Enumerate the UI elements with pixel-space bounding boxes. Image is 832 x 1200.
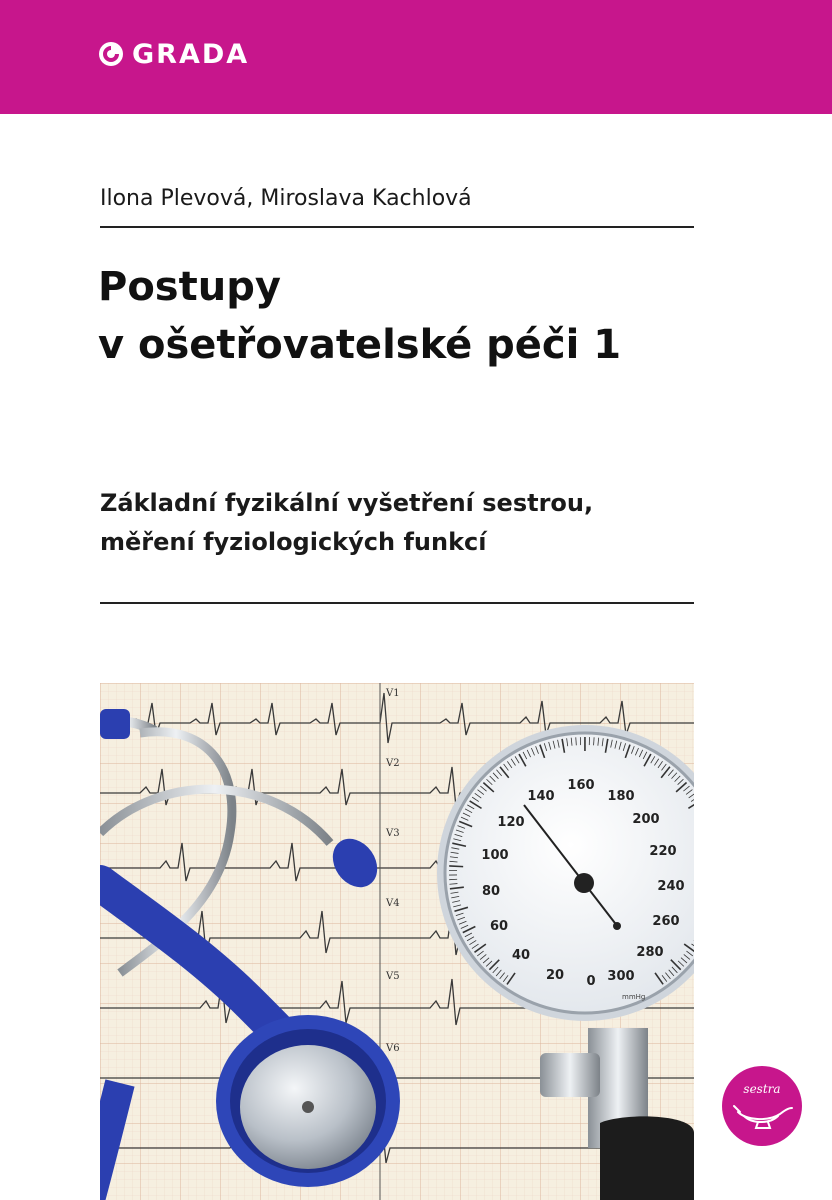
gauge-tick: [449, 866, 463, 867]
gauge-hub: [574, 873, 594, 893]
publisher-name: GRADA: [132, 38, 250, 70]
gauge-label: 120: [497, 815, 525, 830]
gauge-label: 100: [481, 848, 509, 863]
publisher-logo: [98, 36, 249, 72]
book-authors: Ilona Plevová, Miroslava Kachlová: [100, 186, 472, 211]
book-title-line-1: Postupy: [98, 264, 281, 310]
book-title-line-2: v ošetřovatelské péči 1: [98, 322, 622, 368]
gauge-label: 160: [567, 778, 595, 793]
gauge-label: 240: [657, 879, 685, 894]
gauge-label: 260: [652, 914, 680, 929]
gauge-label: 180: [607, 789, 635, 804]
series-badge-label: sestra: [743, 1082, 781, 1096]
ecg-lead-label: V5: [386, 971, 400, 982]
gauge-label: 220: [649, 844, 677, 859]
book-subtitle-line-2: měření fyziologických funkcí: [100, 528, 487, 556]
ecg-lead-label: V4: [386, 898, 400, 909]
book-subtitle: [100, 484, 593, 562]
cover-photo-ecg-stethoscope-sphygmomanometer: [100, 683, 694, 1200]
gauge-label: 140: [527, 789, 555, 804]
gauge-label: 200: [632, 812, 660, 827]
gauge-label: 20: [545, 968, 565, 983]
gauge-unit: mmHg: [622, 993, 646, 1001]
gauge-label: 80: [481, 884, 501, 899]
series-badge-sestra: [722, 1066, 802, 1146]
ecg-lead-label: V2: [386, 758, 400, 769]
gauge-label: 0: [586, 974, 596, 989]
grada-logo-icon: [98, 41, 124, 67]
book-title: [98, 258, 621, 374]
gauge-label: 60: [489, 919, 509, 934]
gauge-tick: [576, 737, 577, 745]
ecg-lead-label: V3: [386, 828, 400, 839]
gauge-label: 280: [636, 945, 664, 960]
ecg-lead-label: V1: [386, 688, 400, 699]
book-subtitle-line-1: Základní fyzikální vyšetření sestrou,: [100, 489, 594, 517]
gauge-tick: [594, 737, 595, 745]
publisher-header-band: [0, 0, 832, 114]
gauge-label: 300: [607, 969, 635, 984]
ecg-lead-label: V6: [386, 1043, 400, 1054]
gauge-label: 40: [511, 948, 531, 963]
divider-bottom: [100, 602, 694, 604]
divider-top: [100, 226, 694, 228]
